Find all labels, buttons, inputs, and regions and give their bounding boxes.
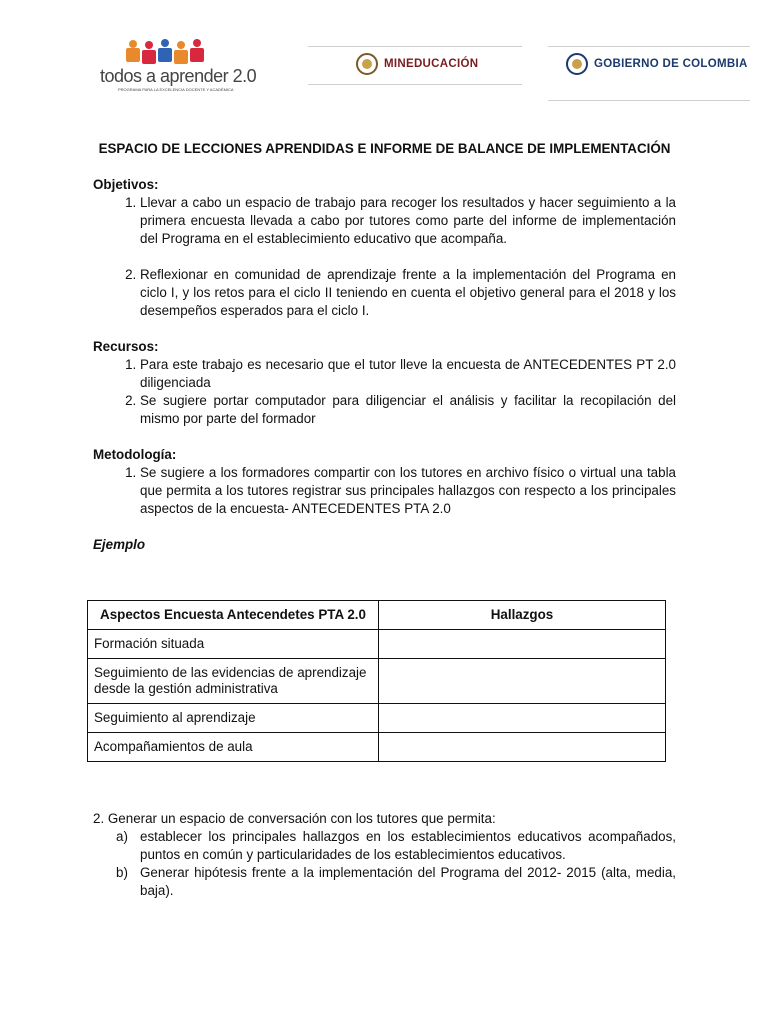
part2-intro: 2. Generar un espacio de conversación con los tutores que permita: xyxy=(93,811,496,826)
gobierno-text: GOBIERNO DE COLOMBIA xyxy=(594,58,748,70)
list-marker: a) xyxy=(116,829,128,844)
list-item-text: Generar hipótesis frente a la implementación del Programa del 2012- 2015 (alta, media, baja). xyxy=(140,865,676,898)
divider xyxy=(548,100,750,101)
colombia-seal-icon xyxy=(566,53,588,75)
table-row xyxy=(88,630,666,659)
table-row xyxy=(88,659,666,704)
column-header-aspectos: Aspectos Encuesta Antecendetes PTA 2.0 xyxy=(88,601,379,630)
table-cell xyxy=(379,659,666,704)
table-cell xyxy=(379,733,666,762)
document-title: ESPACIO DE LECCIONES APRENDIDAS E INFORME DE BALANCE DE IMPLEMENTACIÓN xyxy=(98,141,671,156)
list-item: 2. Reflexionar en comunidad de aprendizaje frente a la implementación del Programa en ciclo I, y los retos para el ciclo II teniendo en cuenta el objetivo general para el 2018 y los desempeños esperados para el ciclo I. xyxy=(140,266,676,320)
divider xyxy=(308,84,522,85)
list-item: 1. Para este trabajo es necesario que el tutor lleve la encuesta de ANTECEDENTES PT 2.0 diligenciada xyxy=(140,356,676,392)
table-cell: Formación situada xyxy=(88,630,379,659)
list-item xyxy=(116,828,676,864)
page-header xyxy=(0,28,768,108)
list-item xyxy=(116,864,676,900)
aspects-table xyxy=(87,600,666,762)
list-item: 2. Se sugiere portar computador para diligenciar el análisis y facilitar la recopilación del mismo por parte del formador xyxy=(140,392,676,428)
pta-logo-subtext: PROGRAMA PARA LA EXCELENCIA DOCENTE Y ACADÉMICA xyxy=(118,87,234,92)
recursos-label: Recursos: xyxy=(93,339,159,354)
column-header-hallazgos: Hallazgos xyxy=(379,601,666,630)
table-cell: Seguimiento al aprendizaje xyxy=(88,704,379,733)
list-marker: b) xyxy=(116,865,128,880)
colombia-seal-icon xyxy=(356,53,378,75)
pta-logo-text: todos a aprender 2.0 xyxy=(100,66,257,86)
list-item-text: establecer los principales hallazgos en los establecimientos educativos acompañados, puntos en común y particularidades de los establecimientos educativos. xyxy=(140,829,676,862)
table-row xyxy=(88,704,666,733)
table-cell: Acompañamientos de aula xyxy=(88,733,379,762)
document-body xyxy=(93,140,676,554)
table-cell: Seguimiento de las evidencias de aprendizaje desde la gestión administrativa xyxy=(88,659,379,704)
gobierno-logo xyxy=(566,52,748,76)
objetivos-list xyxy=(93,194,676,320)
part2-section xyxy=(93,810,676,900)
list-item: 1. Se sugiere a los formadores compartir con los tutores en archivo físico o virtual una tabla que permita a los tutores registrar sus principales hallazgos con respecto a los principales aspectos de la encuesta- ANTECEDENTES PTA 2.0 xyxy=(140,464,676,518)
recursos-list xyxy=(93,356,676,428)
metodologia-label: Metodología: xyxy=(93,447,177,462)
ejemplo-label: Ejemplo xyxy=(93,537,146,552)
objetivos-label: Objetivos: xyxy=(93,177,159,192)
metodologia-list xyxy=(93,464,676,518)
mineducacion-logo xyxy=(356,52,478,76)
children-figures-icon xyxy=(126,38,206,66)
table-cell xyxy=(379,704,666,733)
table-row xyxy=(88,733,666,762)
part2-list xyxy=(93,828,676,900)
list-item: 1. Llevar a cabo un espacio de trabajo para recoger los resultados y hacer seguimiento a la primera encuesta llevada a cabo por tutores como parte del informe de implementación del Programa en el establecimiento educativo que acompaña. xyxy=(140,194,676,248)
table-cell xyxy=(379,630,666,659)
todos-a-aprender-logo xyxy=(96,36,257,98)
divider xyxy=(308,46,522,47)
mineducacion-text: MINEDUCACIÓN xyxy=(384,58,479,70)
table-header-row xyxy=(88,601,666,630)
divider xyxy=(548,46,750,47)
